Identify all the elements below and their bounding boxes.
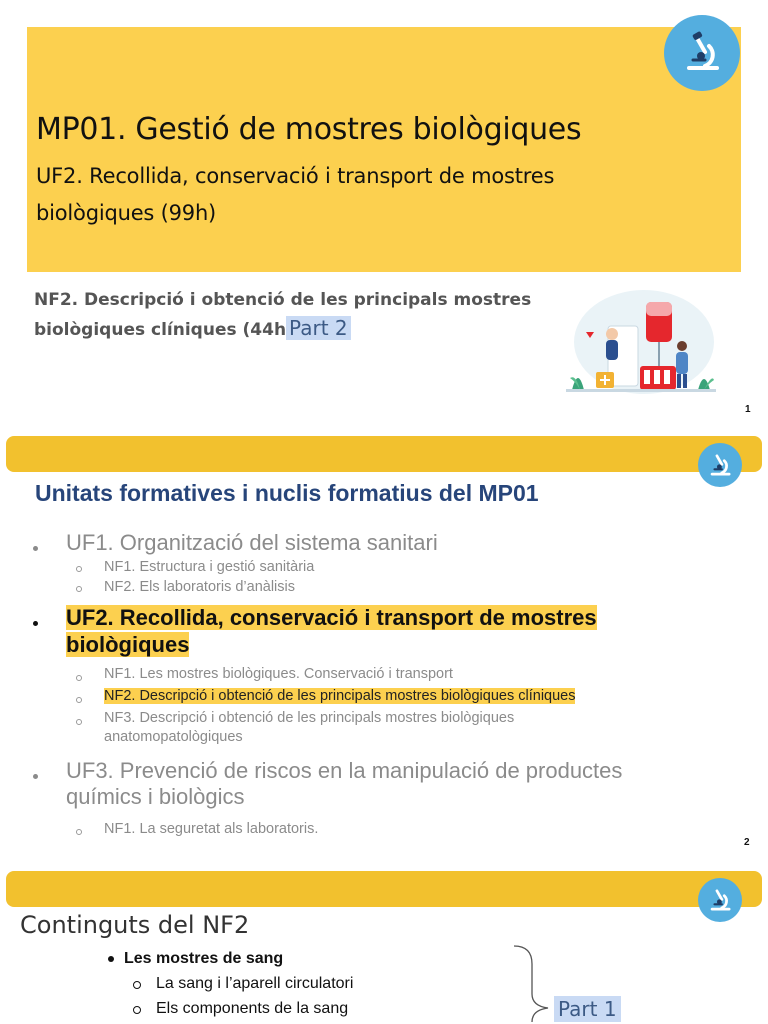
sub-bullet — [76, 675, 82, 681]
part-2-label: Part 2 — [286, 316, 351, 340]
slide-title: Unitats formatives i nuclis formatius del MP01 — [35, 480, 539, 506]
sub-bullet — [76, 829, 82, 835]
sub-bullet — [133, 1006, 141, 1014]
microscope-icon — [698, 443, 742, 487]
uf2-nf3 — [104, 709, 724, 747]
content-item: La sang i l’aparell circulatori — [156, 975, 354, 992]
uf2-nf2-text: NF2. Descripció i obtenció de les principals mostres biològiques clíniques — [104, 688, 576, 704]
header-bar — [6, 871, 762, 907]
bullet — [33, 621, 38, 626]
slide-title: Continguts del NF2 — [20, 911, 250, 939]
uf1-nf1: NF1. Estructura i gestió sanitària — [104, 559, 315, 575]
uf2-nf1: NF1. Les mostres biològiques. Conservació i transport — [104, 666, 453, 682]
bullet — [108, 956, 114, 962]
uf2-nf3-line1: NF3. Descripció i obtenció de les principals mostres biològiques — [104, 710, 515, 726]
uf3-label-line1: UF3. Prevenció de riscos en la manipulació de productes — [66, 758, 623, 783]
uf2-label — [66, 604, 726, 658]
nucleus-heading-line2: biològiques clíniques (44h — [34, 320, 287, 340]
module-title: MP01. Gestió de mostres biològiques — [36, 112, 582, 147]
nucleus-heading — [34, 286, 634, 344]
uf2-label-line1: UF2. Recollida, conservació i transport de mostres — [66, 605, 597, 630]
sub-bullet — [76, 697, 82, 703]
header-bar — [6, 436, 762, 472]
sub-bullet — [133, 981, 141, 989]
uf1-nf2: NF2. Els laboratoris d’anàlisis — [104, 579, 295, 595]
sub-bullet — [76, 719, 82, 725]
page-number: 2 — [744, 837, 750, 848]
sub-bullet — [76, 586, 82, 592]
title-banner — [27, 27, 741, 272]
unit-subtitle — [36, 158, 676, 232]
page-number: 1 — [745, 404, 751, 415]
uf3-label-line2: químics i biològics — [66, 784, 245, 809]
sub-bullet — [76, 566, 82, 572]
curly-brace — [510, 944, 560, 1024]
bullet — [33, 546, 38, 551]
nucleus-heading-line1: NF2. Descripció i obtenció de les principals mostres — [34, 290, 532, 310]
part-1-label: Part 1 — [554, 996, 621, 1022]
content-item: Els components de la sang — [156, 1000, 349, 1017]
bullet — [33, 774, 38, 779]
uf3-nf1: NF1. La seguretat als laboratoris. — [104, 821, 319, 837]
uf2-nf3-line2: anatomopatològiques — [104, 729, 243, 745]
blood-donation-illustration — [566, 282, 716, 400]
unit-subtitle-line1: UF2. Recollida, conservació i transport de mostres — [36, 164, 555, 188]
microscope-icon — [664, 15, 740, 91]
uf2-label-line2: biològiques — [66, 632, 190, 657]
uf1-label: UF1. Organització del sistema sanitari — [66, 530, 438, 555]
microscope-icon — [698, 878, 742, 922]
uf2-nf2 — [104, 687, 575, 706]
unit-subtitle-line2: biològiques (99h) — [36, 201, 217, 225]
section-heading: Les mostres de sang — [124, 950, 284, 967]
uf3-label — [66, 758, 746, 810]
